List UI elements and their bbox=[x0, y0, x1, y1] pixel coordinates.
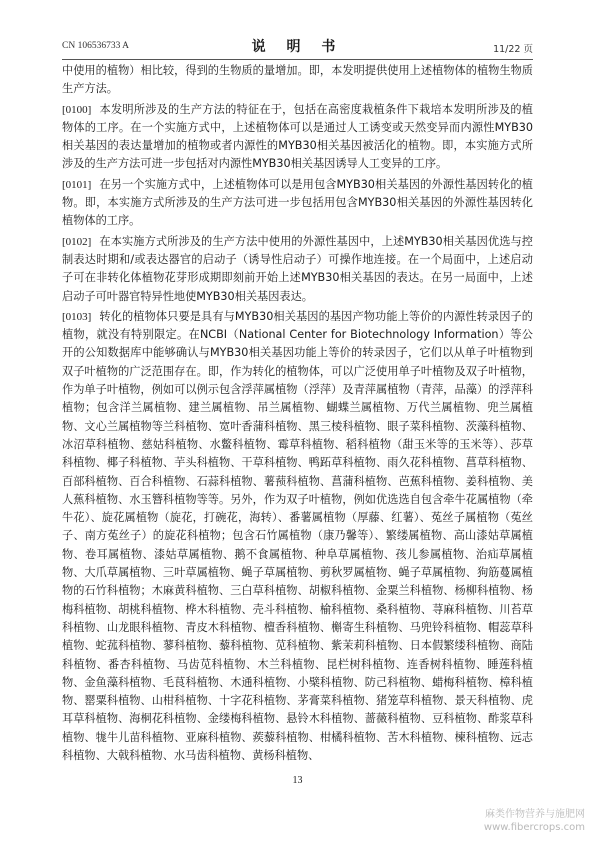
paragraph-number: [0101] bbox=[62, 178, 92, 191]
paragraph-number: [0100] bbox=[62, 103, 92, 116]
paragraph-continuation bbox=[62, 62, 533, 99]
paragraph-text: 中使用的植物）相比较，得到的生物质的量增加。即，本发明提供使用上述植物体的植物生物质生产方法。 bbox=[62, 64, 533, 96]
paragraph-number: [0102] bbox=[62, 235, 92, 248]
page-number: 13 bbox=[292, 775, 303, 786]
page-info: 11/22 页 bbox=[493, 44, 533, 55]
paragraph-text: 转化的植物体只要是具有与MYB30相关基因的基因产物功能上等价的内源性转录因子的植物，就没有特别限定。在NCBI（National Center for Biotechnology Information）等公开的公知数据库中能够确认与MYB30相关基因功能上等价的转录因子，它们以从单子叶植物到双子叶植物的广泛范围存在。即，作为转化的植物体，可以广泛使用单子叶植物及双子叶植物，作为单子叶植物，例如可以例示包含浮萍属植物（浮萍）及青萍属植物（青萍，品藻）的浮萍科植物；包含洋兰属植物、建兰属植物、吊兰属植物、蝴蝶兰属植物、万代兰属植物、兜兰属植物、文心兰属植物等兰科植物、宽叶香蒲科植物、黑三棱科植物、眼子菜科植物、茨藻科植物、冰沼草科植物、慈姑科植物、水鳖科植物、霉草科植物、稻科植物（甜玉米等的玉米等）、莎草科植物、椰子科植物、芋头科植物、干草科植物、鸭跖草科植物、雨久花科植物、菖草科植物、百部科植物、百合科植物、石蒜科植物、薯蓣科植物、菖蒲科植物、芭蕉科植物、姜科植物、美人蕉科植物、水玉簪科植物等等。另外，作为双子叶植物，例如优选选自包含牵牛花属植物（牵牛花）、旋花属植物（旋花，打碗花，海转）、番薯属植物（厚藤、红薯）、菟丝子属植物（菟丝子、南方菟丝子）的旋花科植物；包含石竹属植物（康乃馨等）、繁缕属植物、高山漆姑草属植物、卷耳属植物、漆姑草属植物、鹅不食属植物、种阜草属植物、孩儿参属植物、治疝草属植物、大爪草属植物、三叶草属植物、蝇子草属植物、剪秋罗属植物、蝇子草属植物、狗筋蔓属植物的石竹科植物；木麻黄科植物、三白草科植物、胡椒科植物、金粟兰科植物、杨柳科植物、杨梅科植物、胡桃科植物、桦木科植物、壳斗科植物、榆科植物、桑科植物、荨麻科植物、川苔草科植物、山龙眼科植物、青皮木科植物、檀香科植物、槲寄生科植物、马兜铃科植物、帽蕊草科植物、蛇菰科植物、蓼科植物、藜科植物、苋科植物、紫茉莉科植物、日本假繁缕科植物、商陆科植物、番杏科植物、马齿苋科植物、木兰科植物、昆栏树科植物、连香树科植物、睡莲科植物、金鱼藻科植物、毛茛科植物、木通科植物、小檗科植物、防己科植物、蜡梅科植物、樟科植物、罂粟科植物、山柑科植物、十字花科植物、茅膏菜科植物、猪笼草科植物、景天科植物、虎耳草科植物、海桐花科植物、金缕梅科植物、悬铃木科植物、蔷薇科植物、豆科植物、酢浆草科植物、牻牛儿苗科植物、亚麻科植物、蒺藜科植物、柑橘科植物、苦木科植物、楝科植物、远志科植物、大戟科植物、水马齿科植物、黄杨科植物、 bbox=[62, 309, 533, 762]
paragraph-text: 在本实施方式所涉及的生产方法中使用的外源性基因中，上述MYB30相关基因优选与控制表达时期和/或表达器官的启动子（诱导性启动子）可操作地连接。在一个局面中，上述启动子可在非转化体植物花芽形成期即刻前开始上述MYB30相关基因的表达。在另一局面中，上述启动子可叶器官特异性地使MYB30相关基因表达。 bbox=[62, 234, 533, 303]
watermark-line-1: 麻类作物营养与施肥网 bbox=[485, 809, 585, 820]
paragraph-text: 在另一个实施方式中，上述植物体可以是用包含MYB30相关基因的外源性基因转化的植物。即，本实施方式所涉及的生产方法可进一步包括用包含MYB30相关基因的外源性基因转化植物体的工序。 bbox=[62, 177, 533, 228]
document-title: 说 明 书 bbox=[251, 39, 344, 55]
patent-number: CN 106536733 A bbox=[62, 41, 130, 51]
paragraph-number: [0103] bbox=[62, 310, 92, 323]
paragraph-0100 bbox=[62, 101, 533, 174]
paragraph-text: 本发明所涉及的生产方法的特征在于，包括在高密度栽植条件下栽培本发明所涉及的植物体的工序。在一个实施方式中，上述植物体可以是通过人工诱变或天然变异而内源性MYB30相关基因的表达量增加的植物或者内源性的MYB30相关基因被活化的植物。即，本实施方式所涉及的生产方法可进一步包括对内源性MYB30相关基因诱导人工变异的工序。 bbox=[62, 102, 533, 171]
paragraph-0103 bbox=[62, 308, 533, 765]
paragraph-0102 bbox=[62, 233, 533, 306]
watermark bbox=[484, 808, 585, 834]
document-body bbox=[62, 62, 533, 767]
watermark-line-2: www.fibercrops.com bbox=[483, 822, 585, 833]
header-divider bbox=[62, 59, 533, 60]
page-header bbox=[62, 36, 533, 56]
paragraph-0101 bbox=[62, 176, 533, 231]
